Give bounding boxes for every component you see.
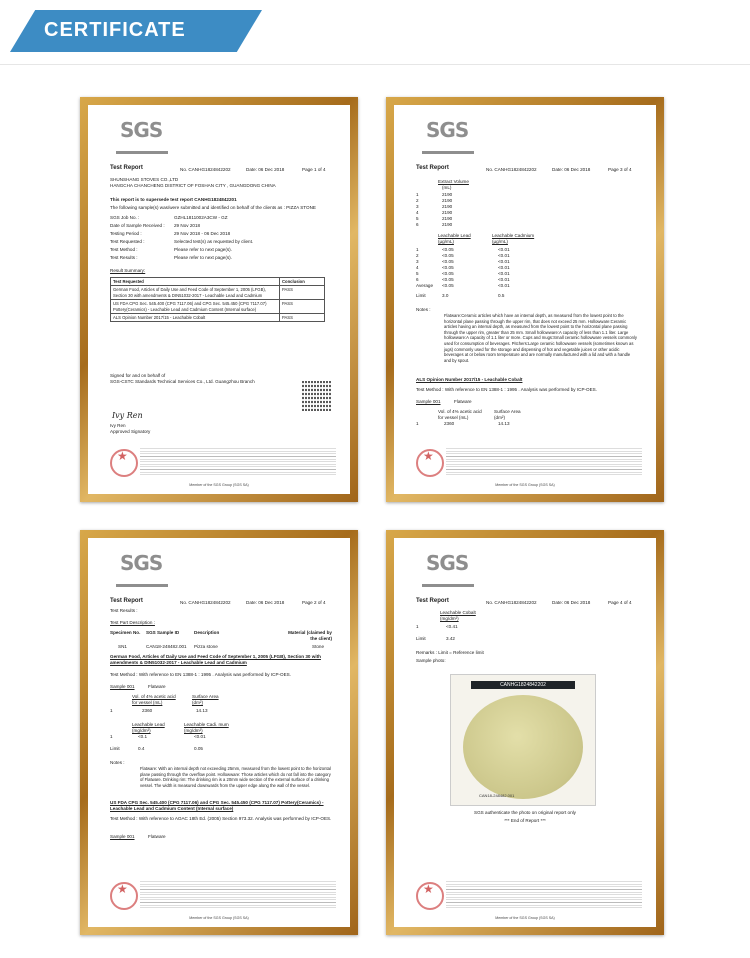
cell: 6 (416, 277, 419, 282)
cell: 2360 (142, 708, 153, 713)
certificate-frame-page-4 (386, 530, 664, 935)
report-title: Test Report (416, 165, 449, 171)
spec-header: Description (194, 630, 220, 635)
cell: 2190 (442, 210, 453, 215)
field-value: 29 Nov 2018 - 06 Dec 2018 (174, 231, 231, 236)
field-label: Test Results : (110, 255, 138, 260)
client-name: SHUNSHANG STOVES CO.,LTD (110, 177, 179, 182)
report-number: No. CANHG1824842202 (486, 167, 537, 172)
logo-underline (116, 584, 168, 587)
cell: 14.13 (498, 421, 510, 426)
cell: <0.01 (498, 247, 510, 252)
sample-label: Sample 001 (110, 834, 135, 839)
als-method: Test Method : With reference to EN 1388-1 : 1995 . Analysis was performed by ICP-OES. (416, 387, 598, 392)
photo-caption: SGS authenticate the photo on original report only (474, 810, 576, 815)
cell: 1 (416, 624, 419, 629)
sample-desc: Flatware (454, 399, 472, 404)
page-number: Page 1 of 4 (302, 167, 326, 172)
cell: <0.01 (498, 283, 510, 288)
sgs-logo: SGS (120, 118, 163, 142)
qr-code-icon (302, 381, 332, 411)
cell: <0.05 (442, 247, 454, 252)
cell: 2190 (442, 192, 453, 197)
report-date: Date: 06 Dec 2018 (246, 600, 285, 605)
cell: 3 (416, 259, 419, 264)
logo-underline (422, 151, 474, 154)
cell: 3.0 (442, 293, 449, 298)
sample-label: Sample 001 (416, 399, 441, 404)
certificate-frame-page-2 (80, 530, 358, 935)
banner-title: CERTIFICATE (44, 19, 186, 41)
report-date: Date: 06 Dec 2018 (552, 167, 591, 172)
report-page-4 (394, 538, 656, 927)
sgs-seal-icon (416, 882, 444, 910)
cell: 0.4 (138, 746, 145, 751)
report-page-3 (394, 105, 656, 494)
footer: Member of the SGS Group (SGS SA) (495, 915, 555, 920)
report-title: Test Report (416, 598, 449, 604)
fine-print (446, 880, 642, 908)
signed-for: Signed for and on behalf of (110, 373, 166, 378)
sample-photo (450, 674, 596, 806)
page-number: Page 3 of 4 (608, 167, 632, 172)
report-date: Date: 06 Dec 2018 (246, 167, 285, 172)
cell: <0.05 (442, 271, 454, 276)
photo-tag: CANHG1824842202 (471, 681, 575, 689)
result-summary-table (110, 277, 325, 322)
signed-org: SGS-CSTC Standards Technical Services Co., Ltd. Guangzhou Branch (110, 379, 255, 384)
notes-label: Notes : (416, 307, 431, 312)
cell: <0.01 (498, 277, 510, 282)
table-header: Conclusion (280, 278, 325, 286)
table-header: Test Requested (111, 278, 280, 286)
sgs-logo: SGS (120, 551, 163, 575)
cell: Limit (416, 636, 426, 641)
certificate-frame-page-1 (80, 97, 358, 502)
cell: <0.01 (194, 734, 206, 739)
footer: Member of the SGS Group (SGS SA) (189, 482, 249, 487)
test-method: Test Method : With reference to EN 1388-1 : 1995 . Analysis was performed by ICP-OES. (110, 672, 292, 677)
report-number: No. CANHG1824842202 (486, 600, 537, 605)
logo-underline (422, 584, 474, 587)
sample-label: Sample 001 (110, 684, 135, 689)
fine-print (446, 447, 642, 475)
cell: 0.05 (194, 746, 203, 751)
vol-header: Surface Area (dm²) (192, 694, 219, 706)
cell: Limit (416, 293, 426, 298)
spec-header: Material (claimed by the client) (288, 630, 332, 642)
report-date: Date: 06 Dec 2018 (552, 600, 591, 605)
cell: SN1 (118, 644, 127, 649)
footer: Member of the SGS Group (SGS SA) (189, 915, 249, 920)
vol-header: Surface Area (dm²) (494, 409, 521, 421)
field-value: Please refer to next page(s). (174, 255, 232, 260)
divider (0, 64, 750, 65)
cell: 0.5 (498, 293, 505, 298)
cell: Stone (312, 644, 325, 649)
cell: 2360 (444, 421, 455, 426)
report-page-2 (88, 538, 350, 927)
table-header-row (111, 278, 325, 286)
field-label: Test Method : (110, 247, 138, 252)
cell: 4 (416, 210, 419, 215)
table-row (111, 314, 325, 322)
table-row (111, 300, 325, 314)
cell: 2 (416, 198, 419, 203)
cell: <0.05 (442, 283, 454, 288)
fda-method: Test Method : With reference to AOAC 18th Ed. (2005) Section 973.32. Analysis was performed by ICP-OES. (110, 816, 332, 821)
vol-header: Vol. of 4% acetic acid for vessel (mL) (438, 409, 482, 421)
client-address: HANGCHA CHANCHENG DISTRICT OF FOSHAN CITY , GUANGDONG CHINA (110, 183, 276, 188)
sgs-seal-icon (110, 449, 138, 477)
sgs-logo: SGS (426, 118, 469, 142)
cell: 2190 (442, 216, 453, 221)
leach-header: Leachable Cadi. mum (mg/dm²) (184, 722, 229, 734)
remarks: Remarks : Limit = Reference limit (416, 650, 484, 655)
leach-header: Leachable Lead (µg/mL) (438, 233, 471, 245)
cell: <0.41 (446, 624, 458, 629)
cell: <0.1 (138, 734, 148, 739)
results-label: Test Results : (110, 608, 138, 613)
supersede-note: This report is to supersede test report CANHG1824842201 (110, 197, 237, 202)
table-cell: PASS (280, 314, 325, 322)
certificate-frame-page-3 (386, 97, 664, 502)
report-number: No. CANHG1824842202 (180, 167, 231, 172)
cell: 3.42 (446, 636, 455, 641)
sample-desc: Flatware (148, 834, 166, 839)
table-cell: US FDA CPG Sec. 545.400 (CPG 7117.06) and CPG Sec. 545.450 (CPG 7117.07) Pottery(Ceramics) - Leachable Lead and Cadmium Content (Internal surface) (111, 300, 280, 314)
field-value: 29 Nov 2018 (174, 223, 201, 228)
cell: 5 (416, 216, 419, 221)
cell: <0.01 (498, 265, 510, 270)
sgs-logo: SGS (426, 551, 469, 575)
notes-label: Notes : (110, 760, 125, 765)
fine-print (140, 447, 336, 475)
cell: Limit (110, 746, 120, 751)
end-of-report: *** End of Report *** (504, 818, 546, 823)
als-heading: ALS Opinion Number 2017/15 - Leachable Cobalt (416, 377, 523, 382)
cell: Average (416, 283, 434, 288)
cell: 1 (416, 421, 419, 426)
report-title: Test Report (110, 598, 143, 604)
table-row (111, 286, 325, 300)
cell: 1 (110, 708, 113, 713)
cell: 3 (416, 204, 419, 209)
report-number: No. CANHG1824842202 (180, 600, 231, 605)
cell: <0.05 (442, 259, 454, 264)
fine-print (140, 880, 336, 908)
leach-header: Leachable Cadmium (µg/mL) (492, 233, 535, 245)
signer-name: Ivy Ren (110, 423, 126, 428)
sample-desc: Flatware (148, 684, 166, 689)
cell: 6 (416, 222, 419, 227)
page-number: Page 2 of 4 (302, 600, 326, 605)
photo-label: Sample photo: (416, 658, 446, 663)
cell: 4 (416, 265, 419, 270)
page-number: Page 4 of 4 (608, 600, 632, 605)
table-cell: German Food, Articles of Daily Use and Feed Code of September 1, 2005 (LFGB), Section 30 with amendments & DIN51032-2017 - Leachable Lead and Cadmium (111, 286, 280, 300)
cell: Pizza stone (194, 644, 218, 649)
summary-heading: Result Summary: (110, 268, 146, 273)
report-title: Test Report (110, 165, 143, 171)
logo-underline (116, 151, 168, 154)
field-label: Test Requested : (110, 239, 145, 244)
cell: 1 (110, 734, 113, 739)
notes-text: Flatware:Ceramic articles which have an internal depth, as measured from the lowest point to the horizontal plane passing through the upper rim, that does not exceed 25 mm. Hollowware:Ceramic articles having an internal depth, as measured from the lowest point to the horizontal plane passing through the upper rim, greater than 25 mm. Small hollowware:A capacity of less than 1.1 liter. Large hollowware:A capacity of 1.1 liter or more. Cups and mugs:Small ceramic hollowware vessels commonly used for consumption of beverages. Pitchers:Large ceramic hollowware vessels (sometimes known as jugs) commonly used for the storage and dispensing of hot and vegetable juices or other acidic beverages at or below room temperature and are normally manufactured with a lid and with a handle and by spout. (444, 313, 637, 363)
cell: 2 (416, 253, 419, 258)
sgs-seal-icon (416, 449, 444, 477)
table-cell: PASS (280, 300, 325, 314)
vol-header: Vol. of 4% acetic acid for vessel (mL) (132, 694, 176, 706)
cell: 2190 (442, 222, 453, 227)
cell: <0.05 (442, 265, 454, 270)
spec-header: SGS Sample ID (146, 630, 180, 635)
extract-unit: (mL) (442, 185, 452, 190)
field-label: Date of Sample Received : (110, 223, 165, 228)
footer: Member of the SGS Group (SGS SA) (495, 482, 555, 487)
photo-tag-2: CAN18-248482.001 (479, 793, 515, 798)
cell: 1 (416, 192, 419, 197)
part-desc: Test Part Description : (110, 620, 155, 625)
report-page-1 (88, 105, 350, 494)
field-value: Selected test(s) as requested by client. (174, 239, 254, 244)
table-cell: PASS (280, 286, 325, 300)
intro-text: The following sample(s) was/were submitted and identified on behalf of the clients as : PIZZA STONE (110, 205, 316, 210)
cell: <0.05 (442, 277, 454, 282)
pizza-stone-image (463, 695, 583, 799)
field-value: Please refer to next page(s). (174, 247, 232, 252)
fda-heading: US FDA CPG Sec. 545.400 (CPG 7117.06) and CPG Sec. 545.450 (CPG 7117.07) Pottery(Ceramics) - Leachable Lead and Cadmium Content (Internal surface) (110, 800, 324, 812)
signer-title: Approved Signatory (110, 429, 151, 434)
cell: 14.13 (196, 708, 208, 713)
signature: Ivy Ren (112, 411, 143, 420)
field-label: SGS Job No. : (110, 215, 140, 220)
spec-header: Specimen No. (110, 630, 141, 635)
cell: 2190 (442, 204, 453, 209)
extract-heading: Extract Volume (438, 179, 469, 184)
field-label: Testing Period : (110, 231, 142, 236)
field-value: GZHL1811002A3CW - GZ (174, 215, 228, 220)
cell: 2190 (442, 198, 453, 203)
table-cell: ALS Opinion Number 2017/15 - Leachable Cobalt (111, 314, 280, 322)
cell: 5 (416, 271, 419, 276)
notes-text: Flatware: With an internal depth not exceeding 25mm, measured from the lowest point to the horizontal plane passing through the overflow point. Hollowware: Those articles which do not fall into the category of Flatware. Drinking rim: The drinking rim is a 20mm wide section of the external surface of a drinking vessel. The width is measured downwards from the upper edge along the wall of the vessel. (140, 766, 331, 788)
cobalt-header: Leachable Cobalt (mg/dm²) (440, 610, 476, 622)
cell: <0.05 (442, 253, 454, 258)
cell: <0.01 (498, 253, 510, 258)
cell: <0.01 (498, 271, 510, 276)
cell: 1 (416, 247, 419, 252)
german-heading: German Food, Articles of Daily Use and Feed Code of September 1, 2005 (LFGB), Section 30 with amendments & DIN51032-2017 - Leachable Lead and Cadmium (110, 654, 321, 666)
cell: <0.01 (498, 259, 510, 264)
leach-header: Leachable Lead (mg/dm²) (132, 722, 165, 734)
sgs-seal-icon (110, 882, 138, 910)
cell: CAN18-248482.001 (146, 644, 187, 649)
